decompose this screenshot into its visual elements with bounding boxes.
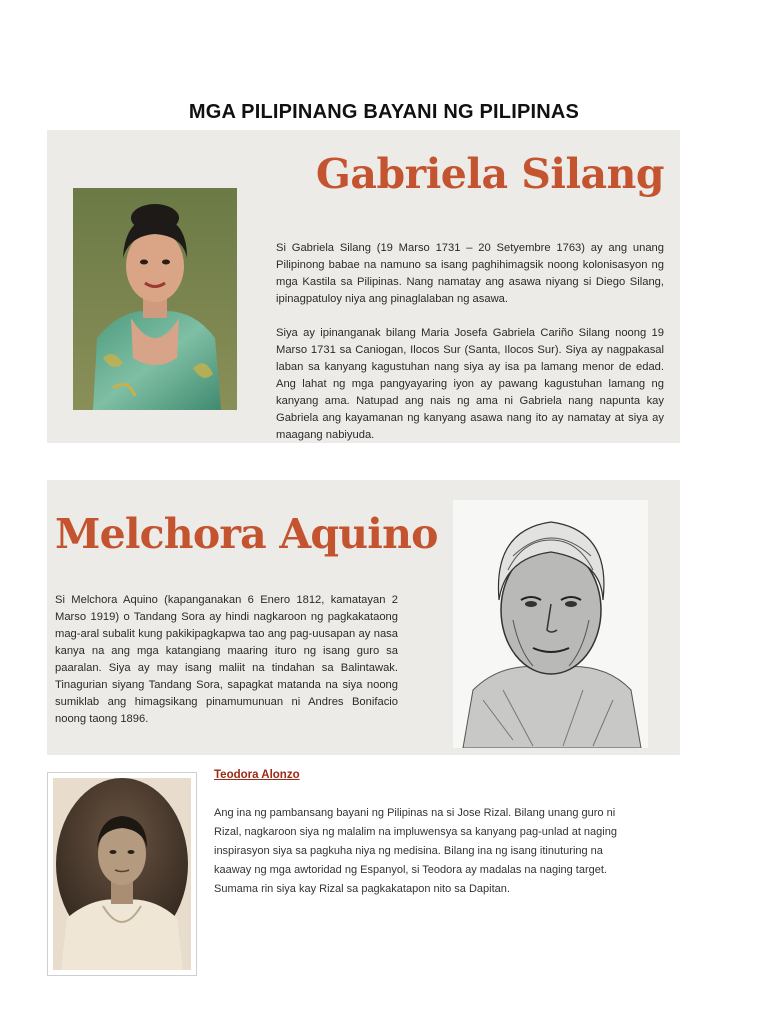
gabriela-silang-name: Gabriela Silang	[315, 150, 665, 198]
page-title: MGA PILIPINANG BAYANI NG PILIPINAS	[188, 101, 580, 123]
teodora-alonzo-portrait	[47, 772, 197, 976]
melchora-aquino-name: Melchora Aquino	[55, 510, 438, 558]
gabriela-silang-paragraph-1: Si Gabriela Silang (19 Marso 1731 – 20 Setyembre 1763) ay ang unang Pilipinong babae na namuno sa isang paghihimagsik noong kolonisasyon ng mga Kastila sa Pilipinas. Nang namatay ang asawa niyang si Diego Silang, ipinagpatuloy niya ang pinaglalaban ng asawa.	[276, 242, 664, 305]
gabriela-silang-portrait	[73, 188, 237, 410]
teodora-alonzo-link[interactable]: Teodora Alonzo	[214, 769, 300, 781]
melchora-aquino-card	[47, 480, 680, 755]
gabriela-silang-card	[47, 130, 680, 443]
gabriela-silang-paragraph-2: Siya ay ipinanganak bilang Maria Josefa Gabriela Cariño Silang noong 19 Marso 1731 sa Caniogan, Ilocos Sur (Santa, Ilocos Sur). Siya ay nagpakasal laban sa kanyang kagustuhan nang siya ay isa pa lamang menor de edad. Ang lahat ng mga pangyayaring iyon ay pawang kagustuhan lamang ng kanyang ama. Natupad ang nais ng ama ni Gabriela nang napunta kay Gabriela ang kayamanan ng kanyang asawa nang ito ay namatay at siya ay maagang nabiyuda.	[276, 327, 664, 441]
melchora-aquino-portrait	[453, 500, 648, 748]
teodora-alonzo-paragraph: Ang ina ng pambansang bayani ng Pilipinas na si Jose Rizal. Bilang unang guro ni Rizal, nagkaroon siya ng malalim na impluwensya sa kanyang pag-unlad at naging inspirasyon siya sa pagkuha niya ng medisina. Bilang ina ng isang itinuturing na kaaway ng mga awtoridad ng Espanyol, si Teodora ay madalas na naging target. Sumama rin siya kay Rizal sa pagkakatapon nito sa Dapitan.	[214, 807, 617, 895]
melchora-aquino-paragraph: Si Melchora Aquino (kapanganakan 6 Enero 1812, kamatayan 2 Marso 1919) o Tandang Sora ay hindi nagkaroon ng pagkakataong mag-aral subalit kung pakikipagkapwa tao ang pag-uusapan ay nasa kanya na ang mga katangiang maaring ituro ng isang guro sa paaralan. Siya ay may isang maliit na tindahan sa Balintawak. Tinagurian siyang Tandang Sora, sapagkat matanda na siya noong sumiklab ang himagsikang pinamumunuan ni Andres Bonifacio noong taong 1896.	[55, 594, 398, 725]
